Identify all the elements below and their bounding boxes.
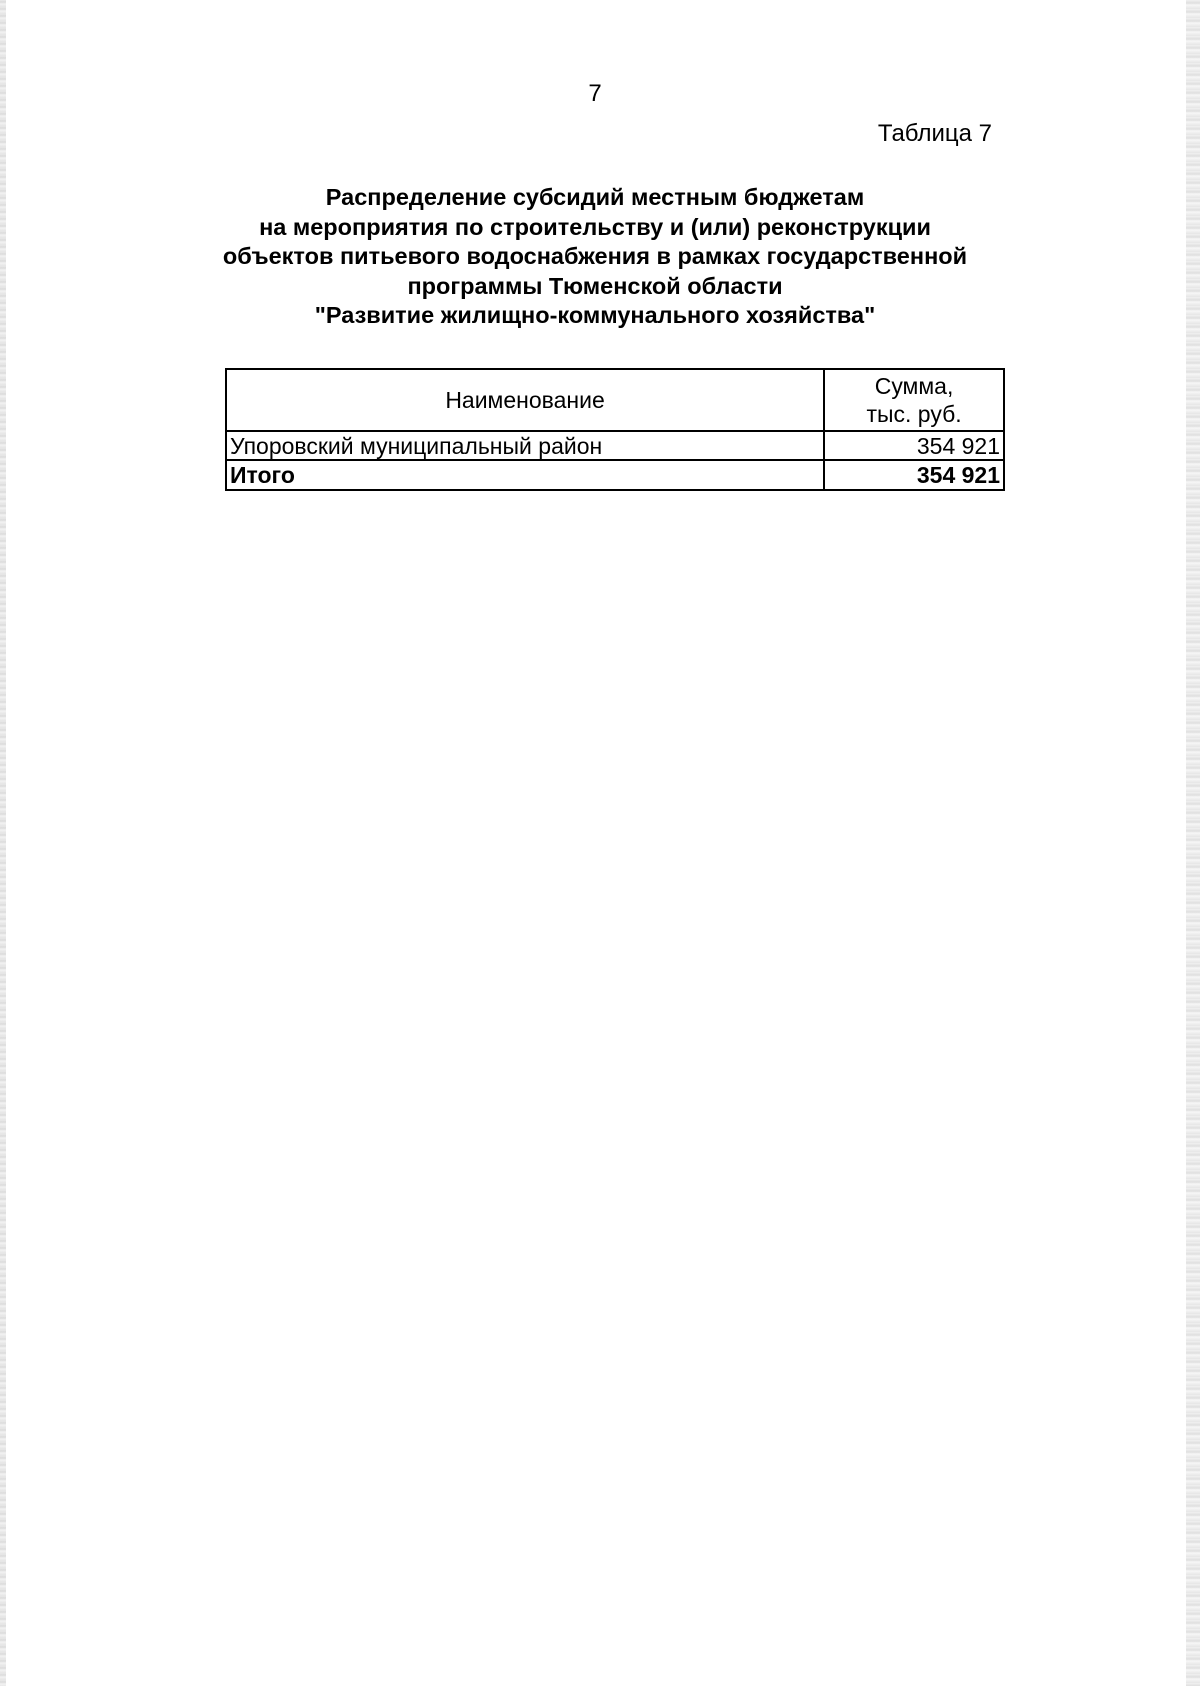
- page-number: 7: [588, 80, 602, 107]
- title-line: объектов питьевого водоснабжения в рамках государственной: [222, 243, 968, 269]
- header-name: Наименование: [226, 369, 824, 431]
- table-total-row: [226, 460, 1004, 490]
- header-sum-line1: Сумма,: [874, 373, 954, 399]
- table-caption: Таблица 7: [877, 120, 992, 147]
- table-row: [226, 431, 1004, 460]
- table-header-row: [226, 369, 1004, 431]
- title-line: "Развитие жилищно-коммунального хозяйства": [314, 302, 876, 328]
- header-sum-line2: тыс. руб.: [866, 401, 962, 427]
- total-label: Итого: [226, 460, 824, 490]
- subsidy-table: [225, 368, 1005, 491]
- document-title: [200, 183, 990, 331]
- total-sum: 354 921: [824, 460, 1004, 490]
- row-sum: 354 921: [824, 431, 1004, 460]
- title-line: на мероприятия по строительству и (или) реконструкции: [259, 213, 931, 240]
- row-name: Упоровский муниципальный район: [226, 431, 824, 460]
- title-line: Распределение субсидий местным бюджетам: [325, 184, 865, 210]
- scan-edge-right: [1186, 0, 1200, 1686]
- scan-edge-left: [0, 0, 6, 1686]
- title-line: программы Тюменской области: [407, 272, 783, 299]
- header-sum: [824, 369, 1004, 431]
